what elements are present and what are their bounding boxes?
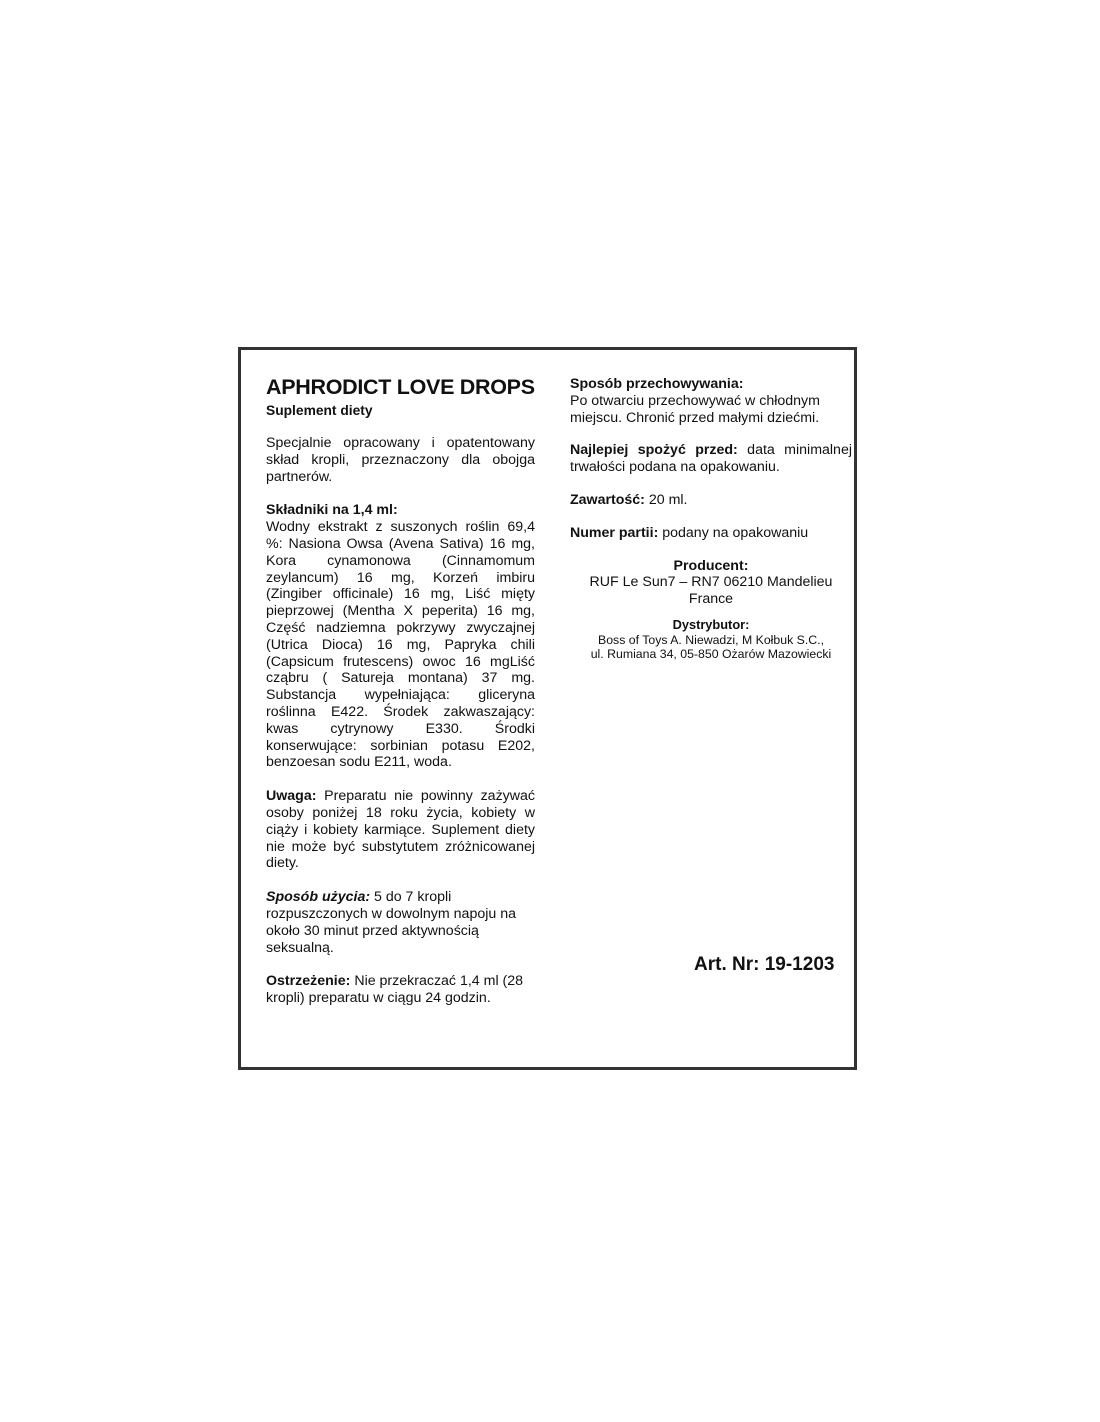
product-intro: Specjalnie opracowany i opatentowany skład kropli, przeznaczony dla obojga partnerów. <box>266 435 535 485</box>
product-title: APHRODICT LOVE DROPS <box>266 375 535 399</box>
storage-label: Sposób przechowywania: <box>570 376 744 392</box>
warning-section <box>266 788 535 872</box>
contents-section <box>570 492 852 509</box>
distributor-section <box>570 618 852 662</box>
caution-section <box>266 973 535 1007</box>
batch-text: podany na opakowaniu <box>658 524 809 541</box>
batch-section <box>570 525 852 542</box>
warning-text: Preparatu nie powinny zażywać osoby poniżej 18 roku życia, kobiety w ciąży i kobiety karmiące. Suplement diety nie może być substytutem zróżnicowanej diety. <box>266 788 535 872</box>
ingredients-section <box>266 502 535 771</box>
usage-section <box>266 889 535 956</box>
ingredients-heading: Składniki na 1,4 ml: <box>266 502 398 519</box>
storage-text: Po otwarciu przechowywać w chłodnym miejscu. Chronić przed małymi dziećmi. <box>570 392 820 426</box>
caution-text: Nie przekraczać 1,4 ml (28 kropli) preparatu w ciągu 24 godzin. <box>266 973 524 1007</box>
best-before-text: data minimalnej trwałości podana na opakowaniu. <box>570 442 852 476</box>
contents-text: 20 ml. <box>644 491 688 508</box>
product-label <box>238 347 857 1070</box>
best-before-label: Najlepiej spożyć przed: <box>570 442 738 459</box>
label-right-column <box>570 376 852 662</box>
contents-label: Zawartość: <box>570 491 645 508</box>
producer-line-2: France <box>688 591 734 608</box>
batch-label: Numer partii: <box>570 524 659 541</box>
producer-section <box>570 558 852 608</box>
ingredients-text: Wodny ekstrakt z suszonych roślin 69,4 %: Nasiona Owsa (Avena Sativa) 16 mg, Kora cynamonowa (Cinnamomum zeylancum) 16 mg, Korzeń imbiru (Zingiber officinale) 16 mg, Liść mięty pieprzowej (Mentha X peperita) 16 mg, Część nadziemna pokrzywy zwyczajnej (Utrica Dioca) 16 mg, Papryka chili (Capsicum frutescens) owoc 16 mgLiść cząbru ( Satureja montana) 37 mg. Substancja wypełniająca: gliceryna roślinna E422. Środek zakwaszający: kwas cytrynowy E330. Środki konserwujące: sorbinian potasu E202, benzoesan sodu E211, woda. <box>266 519 535 771</box>
product-subtitle: Suplement diety <box>266 403 373 418</box>
warning-label: Uwaga: <box>266 788 317 805</box>
distributor-line-2: ul. Rumiana 34, 05-850 Ożarów Mazowiecki <box>590 647 832 662</box>
distributor-line-1: Boss of Toys A. Niewadzi, M Kołbuk S.C., <box>598 632 824 647</box>
usage-label: Sposób użycia: <box>266 889 371 906</box>
caution-label: Ostrzeżenie: <box>266 973 351 990</box>
label-left-column <box>266 374 535 1007</box>
producer-line-1: RUF Le Sun7 – RN7 06210 Mandelieu <box>589 574 833 591</box>
article-number: Art. Nr: 19-1203 <box>694 954 835 975</box>
distributor-label: Dystrybutor: <box>672 616 750 632</box>
usage-text: 5 do 7 kropli rozpuszczonych w dowolnym napoju na około 30 minut przed aktywnością seksualną. <box>266 889 516 956</box>
storage-section <box>570 376 852 426</box>
producer-label: Producent: <box>673 557 749 574</box>
best-before-section <box>570 442 852 476</box>
